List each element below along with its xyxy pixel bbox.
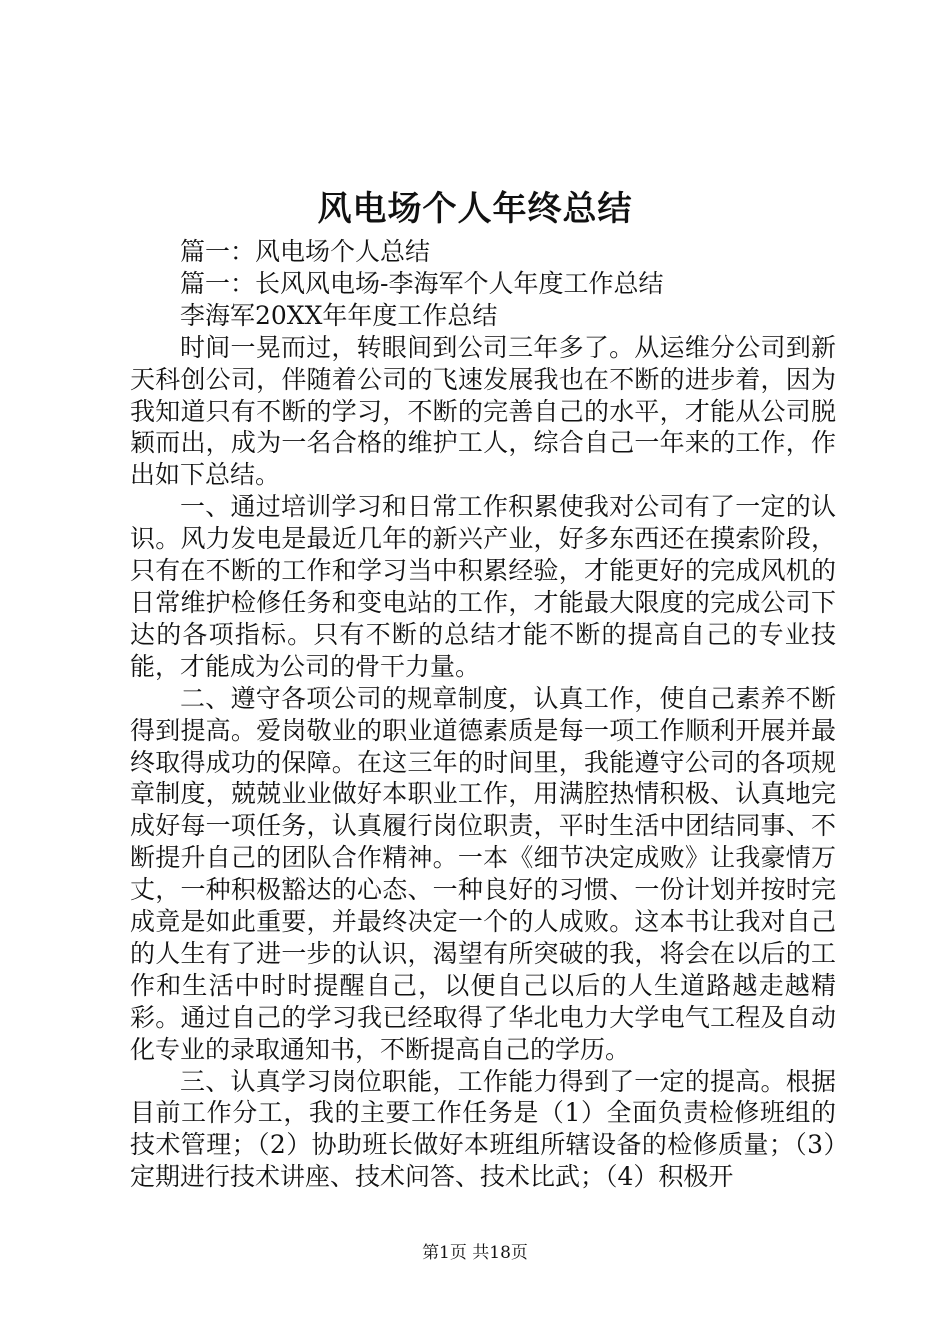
page-number-footer: 第1页 共18页	[422, 1243, 528, 1263]
paragraph-point-three: 三、认真学习岗位职能，工作能力得到了一定的提高。根据目前工作分工，我的主要工作任务是（1）全面负责检修班组的技术管理；（2）协助班长做好本班组所辖设备的检修质量；（3）定期进行技术讲座、技术问答、技术比武；（4）积极开	[130, 1066, 836, 1192]
document-body	[130, 236, 836, 1193]
paragraph-point-one: 一、通过培训学习和日常工作积累使我对公司有了一定的认识。风力发电是最近几年的新兴产业，好多东西还在摸索阶段，只有在不断的工作和学习当中积累经验，才能更好的完成风机的日常维护检修任务和变电站的工作，才能最大限度的完成公司下达的各项指标。只有不断的总结才能不断的提高自己的专业技能，才能成为公司的骨干力量。	[130, 492, 836, 681]
paragraph-section-heading: 篇一：风电场个人总结	[180, 237, 431, 266]
paragraph-report-title: 李海军20XX年年度工作总结	[180, 300, 498, 330]
paragraph-point-two: 二、遵守各项公司的规章制度，认真工作，使自己素养不断得到提高。爱岗敬业的职业道德素质是每一项工作顺利开展并最终取得成功的保障。在这三年的时间里，我能遵守公司的各项规章制度，兢兢业业做好本职业工作，用满腔热情积极、认真地完成好每一项任务，认真履行岗位职责，平时生活中团结同事、不断提升自己的团队合作精神。一本《细节决定成败》让我豪情万丈，一种积极豁达的心态、一种良好的习惯、一份计划并按时完成竟是如此重要，并最终决定一个的人成败。这本书让我对自己的人生有了进一步的认识，渴望有所突破的我，将会在以后的工作和生活中时时提醒自己，以便自己以后的人生道路越走越精彩。通过自己的学习我已经取得了华北电力大学电气工程及自动化专业的录取通知书，不断提高自己的学历。	[130, 683, 836, 1064]
paragraph-subheading: 篇一：长风风电场-李海军个人年度工作总结	[180, 268, 664, 298]
paragraph-intro: 时间一晃而过，转眼间到公司三年多了。从运维分公司到新天科创公司，伴随着公司的飞速发展我也在不断的进步着，因为我知道只有不断的学习，不断的完善自己的水平，才能从公司脱颖而出，成为一名合格的维护工人，综合自己一年来的工作，作出如下总结。	[130, 332, 836, 490]
document-title: 风电场个人年终总结	[317, 189, 633, 229]
